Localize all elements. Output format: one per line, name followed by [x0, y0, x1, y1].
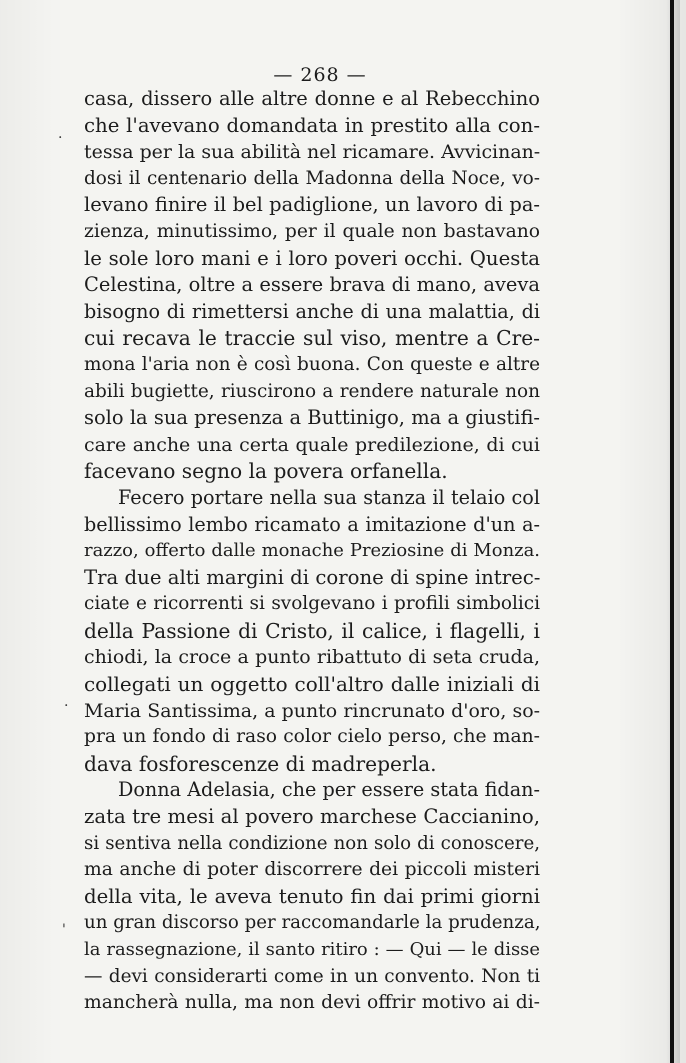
text-line: un gran discorso per raccomandarle la prudenza,	[84, 912, 541, 934]
text-line: che l'avevano domandata in prestito alla con-	[84, 113, 540, 137]
text-line: le sole loro mani e i loro poveri occhi. Questa	[84, 246, 540, 270]
text-line: si sentiva nella condizione non solo di conoscere,	[84, 832, 540, 854]
text-line: cui recava le traccie sul viso, mentre a Cre-	[84, 326, 540, 351]
body-text	[84, 86, 540, 1017]
text-line: levano finire il bel padiglione, un lavoro di pa-	[84, 193, 540, 217]
text-line: bellissimo lembo ricamato a imitazione d'un a-	[84, 512, 540, 536]
text-line: Tra due alti margini di corone di spine intrec-	[84, 565, 541, 589]
text-line: facevano segno la povera orfanella.	[84, 459, 448, 484]
text-line: casa, dissero alle altre donne e al Rebecchino	[84, 87, 540, 110]
margin-speck: '	[62, 922, 66, 938]
text-line: Donna Adelasia, che per essere stata fidan-	[118, 778, 540, 802]
text-line: Celestina, oltre a essere brava di mano, aveva	[84, 273, 540, 297]
text-line: ma anche di poter discorrere dei piccoli misteri	[84, 859, 540, 881]
margin-speck: .	[58, 126, 63, 142]
page-number: — 268 —	[273, 64, 367, 86]
text-line: la rassegnazione, il santo ritiro : — Qui — le disse	[84, 939, 540, 960]
text-line: dosi il centenario della Madonna della Noce, vo-	[84, 167, 540, 189]
text-line: chiodi, la croce a punto ribattuto di seta cruda,	[84, 646, 540, 669]
text-line: Fecero portare nella sua stanza il telaio col	[118, 485, 540, 509]
text-line: solo la sua presenza a Buttinigo, ma a giustifi-	[84, 406, 540, 430]
text-line: della vita, le aveva tenuto fin dai primi giorni	[84, 884, 540, 908]
text-line: collegati un oggetto coll'altro dalle iniziali di	[84, 672, 540, 697]
text-line: mona l'aria non è così buona. Con queste e altre	[84, 353, 540, 375]
text-line: della Passione di Cristo, il calice, i flagelli, i	[84, 618, 540, 643]
text-line: bisogno di rimettersi anche di una malattia, di	[84, 299, 540, 323]
text-line: zienza, minutissimo, per il quale non bastavano	[84, 220, 540, 242]
text-line: ciate e ricorrenti si svolgevano i profili simbolici	[84, 593, 540, 615]
text-line: mancherà nulla, ma non devi offrir motivo ai di-	[84, 992, 540, 1014]
text-line: tessa per la sua abilità nel ricamare. Avvicinan-	[84, 141, 541, 164]
text-line: care anche una certa quale predilezione, di cui	[84, 433, 540, 456]
text-line: razzo, offerto dalle monache Preziosine di Monza.	[84, 540, 540, 562]
text-line: abili bugiette, riuscirono a rendere naturale non	[84, 380, 540, 402]
text-line: zata tre mesi al povero marchese Caccianino,	[84, 805, 540, 829]
margin-speck: .	[64, 694, 69, 710]
text-line: Maria Santissima, a punto rincrunato d'oro, so-	[84, 699, 540, 722]
text-line: pra un fondo di raso color cielo perso, che man-	[84, 726, 540, 748]
text-line: dava fosforescenze di madreperla.	[84, 751, 437, 776]
page-edge-line	[670, 0, 674, 1063]
text-line: — devi considerarti come in un convento. Non ti	[84, 965, 540, 987]
